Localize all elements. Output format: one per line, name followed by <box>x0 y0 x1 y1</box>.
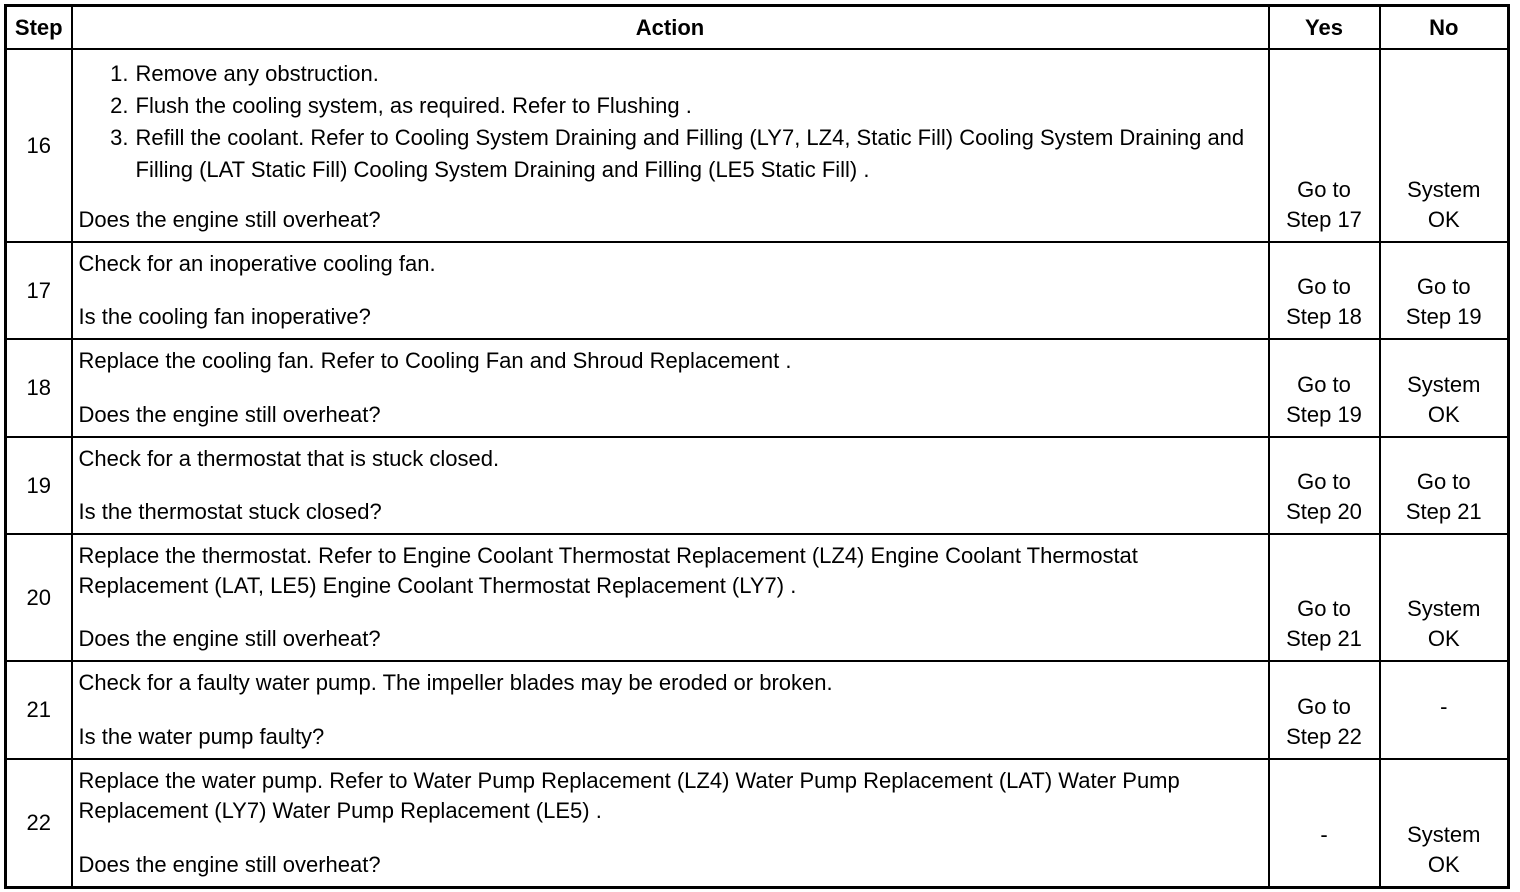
list-text: Flush the cooling system, as required. Refer to Flushing . <box>135 93 692 118</box>
yes-line-2: Step 20 <box>1286 499 1362 524</box>
action-text: Replace the water pump. Refer to Water Pump Replacement (LZ4) Water Pump Replacement (LAT) Water Pump Replacement (LY7) Water Pump Replacement (LE5) . <box>78 768 1180 823</box>
no-line-1: System <box>1407 372 1481 397</box>
step-number: 18 <box>6 339 72 437</box>
table-row <box>6 661 1509 759</box>
question-text: Does the engine still overheat? <box>78 207 381 232</box>
no-line-1: Go to <box>1416 469 1471 494</box>
action-cell <box>72 49 1269 242</box>
yes-cell <box>1269 661 1380 759</box>
header-yes: Yes <box>1269 6 1380 50</box>
table-row <box>6 49 1509 242</box>
step-number: 19 <box>6 437 72 534</box>
no-cell <box>1380 339 1509 437</box>
yes-line-2: Step 21 <box>1286 626 1362 651</box>
action-cell <box>72 242 1269 339</box>
step-number: 17 <box>6 242 72 339</box>
yes-line-2 <box>1270 850 1379 880</box>
no-cell <box>1380 437 1509 534</box>
action-cell <box>72 759 1269 888</box>
no-line-2: Step 19 <box>1405 304 1482 329</box>
yes-line-2: Step 17 <box>1286 207 1362 232</box>
no-line-1: System <box>1407 596 1481 621</box>
no-line-2: OK <box>1427 852 1460 877</box>
no-line-2: OK <box>1427 207 1460 232</box>
yes-line-1: Go to <box>1297 694 1351 719</box>
action-cell <box>72 534 1269 661</box>
question-text: Is the cooling fan inoperative? <box>78 304 371 329</box>
list-number: 3. <box>110 125 129 150</box>
yes-line-1: Go to <box>1297 177 1351 202</box>
yes-line-2: Step 19 <box>1286 402 1362 427</box>
no-cell <box>1380 534 1509 661</box>
question-text: Does the engine still overheat? <box>78 626 381 651</box>
yes-cell <box>1269 49 1380 242</box>
step-number: 16 <box>6 49 72 242</box>
step-number: 21 <box>6 661 72 759</box>
action-cell <box>72 661 1269 759</box>
yes-line-2: Step 22 <box>1286 724 1362 749</box>
no-line-1: System <box>1407 822 1481 847</box>
question-text: Does the engine still overheat? <box>78 852 381 877</box>
diagnostic-table <box>4 4 1510 889</box>
yes-cell <box>1269 534 1380 661</box>
action-text: Check for an inoperative cooling fan. <box>78 251 436 276</box>
header-step: Step <box>6 6 72 50</box>
table-row <box>6 339 1509 437</box>
action-text: Check for a faulty water pump. The impeller blades may be eroded or broken. <box>78 670 833 695</box>
action-text: Replace the thermostat. Refer to Engine Coolant Thermostat Replacement (LZ4) Engine Coolant Thermostat Replacement (LAT, LE5) Engine Coolant Thermostat Replacement (LY7) . <box>78 543 1138 598</box>
list-item <box>79 122 1262 186</box>
no-line-2: Step 21 <box>1405 499 1482 524</box>
yes-line-1: - <box>1320 822 1328 847</box>
header-row <box>6 6 1509 50</box>
step-number: 22 <box>6 759 72 888</box>
list-item <box>79 90 1262 122</box>
no-line-1: System <box>1407 177 1481 202</box>
no-line-1: Go to <box>1416 274 1471 299</box>
yes-cell <box>1269 437 1380 534</box>
action-cell <box>72 339 1269 437</box>
question-text: Is the thermostat stuck closed? <box>78 499 382 524</box>
list-number: 1. <box>110 61 129 86</box>
yes-cell <box>1269 759 1380 888</box>
action-steps-list <box>79 58 1262 186</box>
no-cell <box>1380 661 1509 759</box>
yes-cell <box>1269 242 1380 339</box>
action-text: Check for a thermostat that is stuck closed. <box>78 446 500 471</box>
question-text: Does the engine still overheat? <box>78 402 381 427</box>
yes-line-1: Go to <box>1297 596 1351 621</box>
header-action: Action <box>72 6 1269 50</box>
no-cell <box>1380 242 1509 339</box>
table-row <box>6 437 1509 534</box>
list-number: 2. <box>110 93 129 118</box>
no-line-2: OK <box>1427 626 1460 651</box>
yes-line-1: Go to <box>1297 469 1351 494</box>
list-item <box>79 58 1262 90</box>
no-line-1: - <box>1440 694 1448 719</box>
no-cell <box>1380 49 1509 242</box>
yes-line-1: Go to <box>1297 274 1351 299</box>
yes-line-2: Step 18 <box>1286 304 1362 329</box>
question-text: Is the water pump faulty? <box>78 724 325 749</box>
list-text: Refill the coolant. Refer to Cooling System Draining and Filling (LY7, LZ4, Static Fill) Cooling System Draining and Filling (LAT Static Fill) Cooling System Draining and Filling (LE5 Static Fill) . <box>135 125 1245 182</box>
no-line-2: OK <box>1427 402 1460 427</box>
step-number: 20 <box>6 534 72 661</box>
table-row <box>6 242 1509 339</box>
table-row <box>6 534 1509 661</box>
list-text: Remove any obstruction. <box>135 61 379 86</box>
no-cell <box>1380 759 1509 888</box>
table-row <box>6 759 1509 888</box>
action-cell <box>72 437 1269 534</box>
yes-line-1: Go to <box>1297 372 1351 397</box>
no-line-2 <box>1381 722 1508 752</box>
header-no: No <box>1380 6 1509 50</box>
yes-cell <box>1269 339 1380 437</box>
action-text: Replace the cooling fan. Refer to Cooling Fan and Shroud Replacement . <box>78 348 792 373</box>
